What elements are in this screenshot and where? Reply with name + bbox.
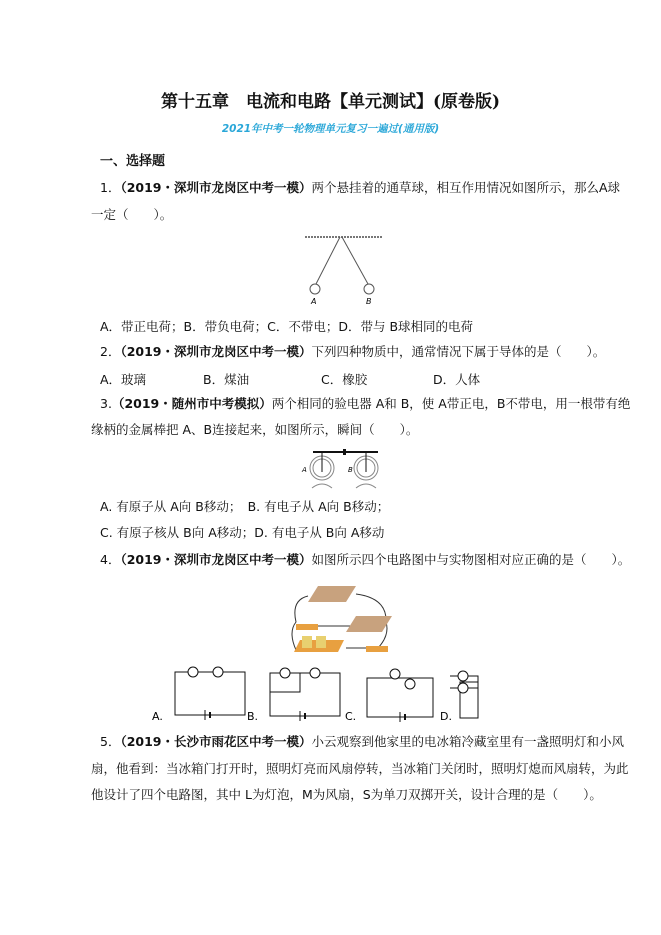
q2-option-a: A．玻璃 <box>100 372 147 387</box>
circuit-label-c: C. <box>345 710 357 722</box>
page-subtitle: 2021年中考一轮物理单元复习一遍过(通用版) <box>221 123 440 135</box>
circuit-a <box>175 667 245 720</box>
physical-circuit-figure <box>286 580 398 655</box>
circuit-label-b: B. <box>247 710 259 722</box>
q-num: 2． <box>100 344 121 359</box>
q1-options: A．带正电荷；B．带负电荷；C．不带电；D．带与 B球相同的电荷 <box>100 319 474 334</box>
electroscope-figure <box>298 444 390 494</box>
q-num: 4． <box>100 552 121 567</box>
pith-balls-figure <box>300 232 390 307</box>
circuit-b <box>270 668 340 721</box>
circuit-d <box>450 671 478 718</box>
q3-options-ab: A. 有原子从 A向 B移动； B. 有电子从 A向 B移动； <box>100 499 390 514</box>
circuit-label-d: D. <box>440 710 452 722</box>
electroscope-label-b: B <box>348 466 353 474</box>
q-source: （2019・长沙市雨花区中考一模） <box>120 734 312 749</box>
circuit-c <box>367 669 433 722</box>
q-source: （2019・随州市中考模拟） <box>111 396 272 411</box>
q3-line2: 缘柄的金属棒把 A、B连接起来，如图所示，瞬间（ ）。 <box>91 422 419 437</box>
q-source: （2019・深圳市龙岗区中考一模） <box>120 180 312 195</box>
question-2 <box>100 344 605 360</box>
q5-line3: 他设计了四个电路图，其中 L为灯泡，M为风扇，S为单刀双掷开关，设计合理的是（ ）。 <box>91 787 602 802</box>
q2-option-d: D．人体 <box>433 372 481 387</box>
q-source: （2019・深圳市龙岗区中考一模） <box>120 552 312 567</box>
q-text: 下列四种物质中，通常情况下属于导体的是（ ）。 <box>311 344 606 359</box>
q2-option-c: C．橡胶 <box>321 372 368 387</box>
q-num: 1． <box>100 180 121 195</box>
q2-option-b: B．煤油 <box>203 372 250 387</box>
q-text: 如图所示四个电路图中与实物图相对应正确的是（ ）。 <box>311 552 631 567</box>
q3-options-cd: C. 有原子核从 B向 A移动；D. 有电子从 B向 A移动 <box>100 525 385 540</box>
ball-label-a: A <box>311 297 317 306</box>
q1-line2: 一定（ ）。 <box>91 207 173 222</box>
q-num: 3. <box>100 396 112 411</box>
q5-line2: 扇，他看到：当冰箱门打开时，照明灯亮而风扇停转，当冰箱门关闭时，照明灯熄而风扇转，为此 <box>91 761 629 776</box>
question-5 <box>100 734 624 750</box>
q-num: 5． <box>100 734 121 749</box>
circuit-label-a: A. <box>152 710 163 722</box>
page-title: 第十五章 电流和电路【单元测试】(原卷版) <box>160 92 501 112</box>
q-text: 两个悬挂着的通草球，相互作用情况如图所示，那么A球 <box>311 180 621 195</box>
q-source: （2019・深圳市龙岗区中考一模） <box>120 344 312 359</box>
question-4 <box>100 552 630 568</box>
q-text: 小云观察到他家里的电冰箱冷藏室里有一盏照明灯和小风 <box>311 734 625 749</box>
electroscope-label-a: A <box>302 466 307 474</box>
section-heading: 一、选择题 <box>100 154 166 169</box>
circuit-diagrams <box>150 660 480 722</box>
question-3 <box>100 396 630 412</box>
question-1 <box>100 180 620 196</box>
ball-label-b: B <box>366 297 372 306</box>
q-text: 两个相同的验电器 A和 B，使 A带正电，B不带电，用一根带有绝 <box>271 396 631 411</box>
